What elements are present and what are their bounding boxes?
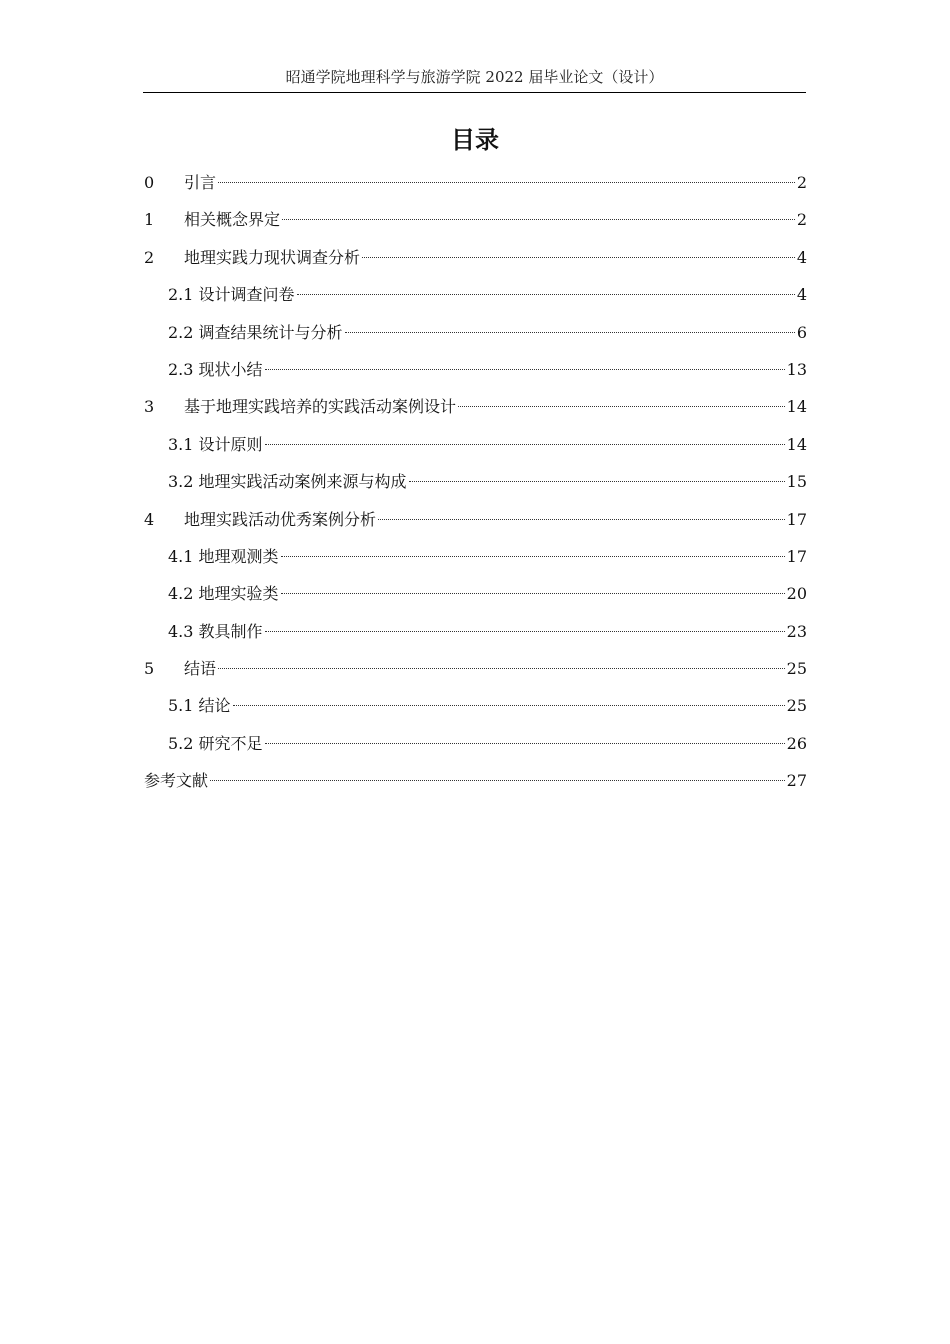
- toc-entry-title: 结语: [184, 659, 217, 679]
- toc-entry-page-number: 26: [786, 733, 807, 753]
- toc-entry-number: 1: [144, 210, 155, 230]
- toc-entry-page-number: 17: [786, 509, 807, 529]
- toc-entry-page-number: 15: [786, 472, 807, 492]
- toc-entry-page-number: 14: [786, 434, 807, 454]
- toc-entry[interactable]: [144, 463, 807, 500]
- toc-entry-page-number: 25: [786, 659, 807, 679]
- toc-entry-page-number: 2: [796, 173, 807, 192]
- toc-dot-leader: [210, 780, 785, 781]
- toc-dot-leader: [265, 444, 785, 445]
- running-title: 昭通学院地理科学与旅游学院 2022 届毕业论文（设计）: [285, 68, 664, 86]
- toc-entry-page-number: 4: [796, 285, 807, 305]
- toc-entry-title: 5.1 结论: [168, 696, 231, 716]
- toc-entry[interactable]: [144, 426, 807, 463]
- toc-entry-page-number: 27: [786, 771, 807, 791]
- toc-entry-title: 参考文献: [144, 771, 209, 791]
- toc-dot-leader: [281, 556, 785, 557]
- toc-entry-number: 4: [144, 509, 155, 529]
- toc-entry[interactable]: [144, 650, 807, 687]
- toc-entry-title: 地理实践活动优秀案例分析: [184, 509, 377, 529]
- toc-dot-leader: [345, 332, 795, 333]
- toc-entry[interactable]: [144, 687, 807, 724]
- page-header: [143, 66, 806, 93]
- toc-entry-title: 5.2 研究不足: [168, 733, 263, 753]
- toc-dot-leader: [265, 369, 785, 370]
- toc-entry[interactable]: [144, 388, 807, 425]
- toc-entry-title: 2.1 设计调查问卷: [168, 285, 295, 305]
- toc-entry[interactable]: [144, 538, 807, 575]
- toc-entry-number: 0: [144, 173, 155, 192]
- toc-dot-leader: [378, 519, 785, 520]
- toc-entry-title: 4.3 教具制作: [168, 621, 263, 641]
- toc-entry-number: 5: [144, 659, 155, 679]
- toc-entry-page-number: 4: [796, 247, 807, 267]
- toc-entry[interactable]: [144, 164, 807, 201]
- toc-dot-leader: [218, 182, 795, 183]
- toc-entry[interactable]: [144, 575, 807, 612]
- toc-entry-page-number: 23: [786, 621, 807, 641]
- toc-entry-title: 相关概念界定: [184, 210, 281, 230]
- toc-entry[interactable]: [144, 276, 807, 313]
- toc-entry-title: 4.1 地理观测类: [168, 546, 279, 566]
- table-of-contents: [144, 164, 807, 800]
- toc-entry-page-number: 6: [796, 322, 807, 342]
- toc-entry[interactable]: [144, 239, 807, 276]
- toc-entry-page-number: 2: [796, 210, 807, 230]
- toc-entry-title: 4.2 地理实验类: [168, 584, 279, 604]
- toc-entry[interactable]: [144, 725, 807, 762]
- toc-entry-title: 地理实践力现状调查分析: [184, 247, 361, 267]
- toc-entry-title: 3.2 地理实践活动案例来源与构成: [168, 472, 407, 492]
- toc-entry[interactable]: [144, 501, 807, 538]
- toc-dot-leader: [218, 668, 785, 669]
- toc-entry-page-number: 20: [786, 584, 807, 604]
- toc-entry[interactable]: [144, 201, 807, 238]
- toc-entry-page-number: 14: [786, 397, 807, 417]
- toc-dot-leader: [281, 593, 785, 594]
- toc-dot-leader: [265, 743, 785, 744]
- toc-dot-leader: [362, 257, 795, 258]
- toc-entry-number: 2: [144, 247, 155, 267]
- page-title: 目录: [451, 126, 499, 154]
- toc-entry-title: 引言: [184, 173, 217, 192]
- toc-entry-page-number: 17: [786, 546, 807, 566]
- toc-entry[interactable]: [144, 314, 807, 351]
- toc-entry-number: 3: [144, 397, 155, 417]
- toc-dot-leader: [297, 294, 795, 295]
- toc-entry-page-number: 25: [786, 696, 807, 716]
- toc-dot-leader: [233, 705, 785, 706]
- toc-entry-title: 2.3 现状小结: [168, 359, 263, 379]
- toc-dot-leader: [282, 219, 795, 220]
- toc-entry-page-number: 13: [786, 359, 807, 379]
- toc-entry-title: 2.2 调查结果统计与分析: [168, 322, 343, 342]
- toc-entry[interactable]: [144, 351, 807, 388]
- toc-entry-title: 3.1 设计原则: [168, 434, 263, 454]
- toc-entry[interactable]: [144, 613, 807, 650]
- toc-entry[interactable]: [144, 762, 807, 799]
- toc-dot-leader: [458, 406, 785, 407]
- toc-entry-title: 基于地理实践培养的实践活动案例设计: [184, 397, 457, 417]
- toc-dot-leader: [409, 481, 785, 482]
- toc-dot-leader: [265, 631, 785, 632]
